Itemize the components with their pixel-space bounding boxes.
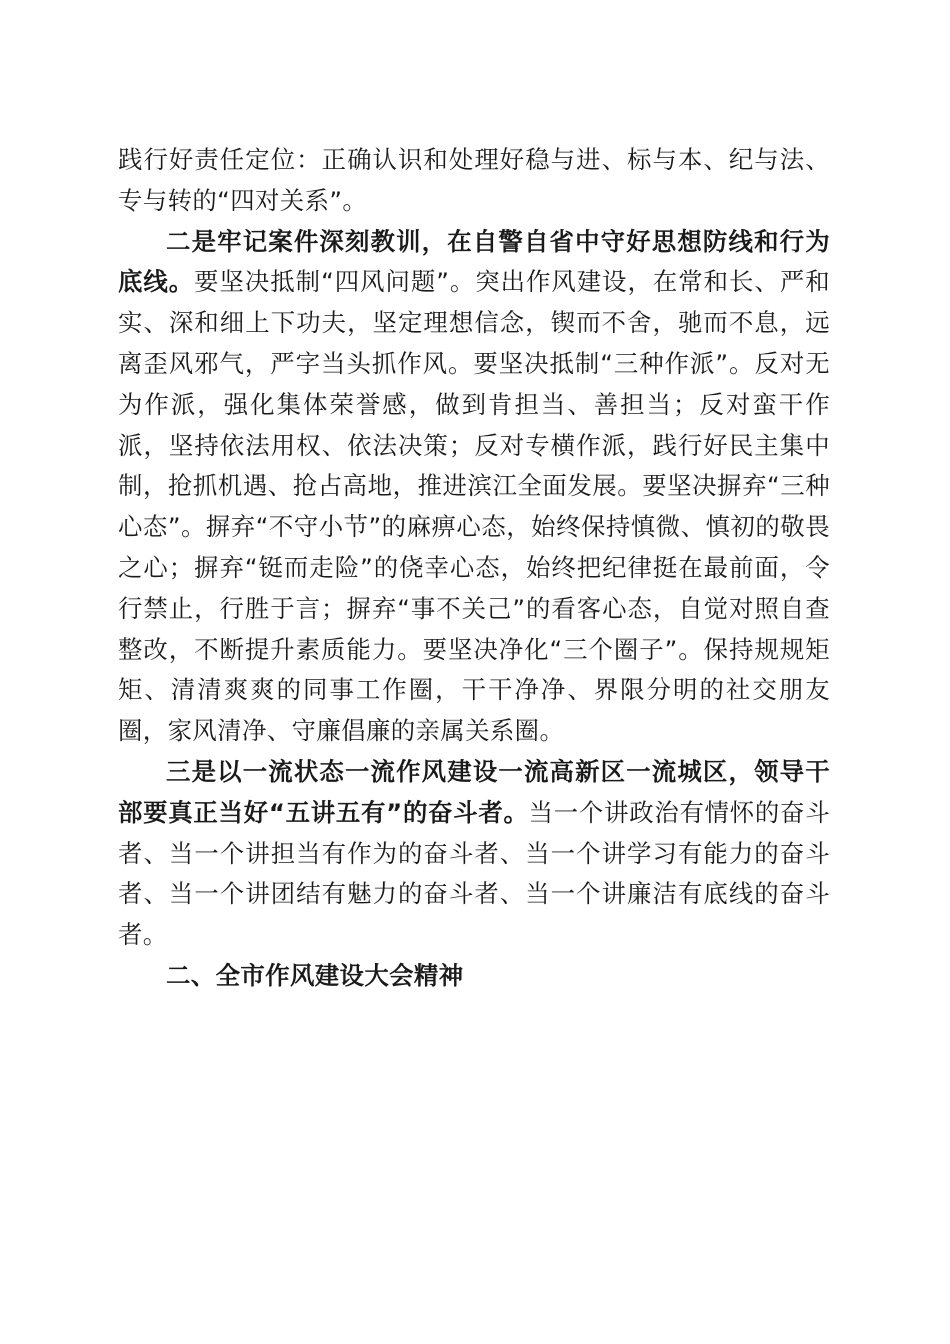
paragraph-point-three-lead: 三是以一流状态一流作风建设一流高新区一流城区，领导干部要真正当好“五讲五有”的奋斗者。: [118, 756, 830, 827]
paragraph-point-three-body: 当一个讲政治有情怀的奋斗者、当一个讲担当有作为的奋斗者、当一个讲学习有能力的奋斗者、当一个讲团结有魅力的奋斗者、当一个讲廉洁有底线的奋斗者。: [118, 797, 830, 950]
paragraph-point-two-body: 要坚决抵制“四风问题”。突出作风建设，在常和长、严和实、深和细上下功夫，坚定理想信念，锲而不舍，驰而不息，远离歪风邪气，严字当头抓作风。要坚决抵制“三种作派”。反对无为作派，强化集体荣誉感，做到肯担当、善担当；反对蛮干作派，坚持依法用权、依法决策；反对专横作派，践行好民主集中制，抢抓机遇、抢占高地，推进滨江全面发展。要坚决摒弃“三种心态”。摒弃“不守小节”的麻痹心态，始终保持慎微、慎初的敬畏之心；摒弃“铤而走险”的侥幸心态，始终把纪律挺在最前面，令行禁止，行胜于言；摒弃“事不关己”的看客心态，自觉对照自查整改，不断提升素质能力。要坚决净化“三个圈子”。保持规规矩矩、清清爽爽的同事工作圈，干干净净、界限分明的社交朋友圈，家风清净、守廉倡廉的亲属关系圈。: [118, 267, 830, 746]
paragraph-point-two: [118, 222, 830, 752]
section-heading: 二、全市作风建设大会精神: [166, 960, 464, 990]
paragraph-continuation: 践行好责任定位：正确认识和处理好稳与进、标与本、纪与法、专与转的“四对关系”。: [118, 145, 830, 215]
paragraph-point-two-lead: 二是牢记案件深刻教训，在自警自省中守好思想防线和行为底线。: [118, 226, 830, 297]
paragraph-point-three: [118, 752, 830, 956]
document-body: [118, 140, 830, 997]
